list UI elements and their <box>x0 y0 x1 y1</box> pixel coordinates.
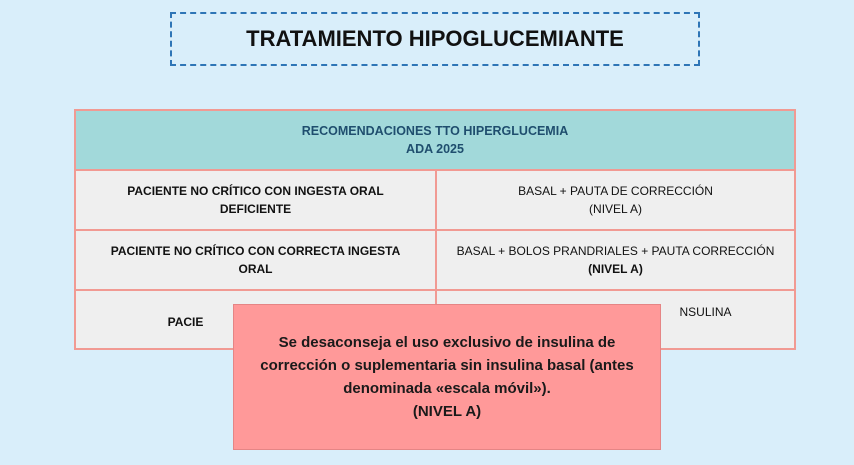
row-condition-text: PACIENTE NO CRÍTICO CON INGESTA ORAL DEFICIENTE <box>127 184 384 216</box>
page-title-text: TRATAMIENTO HIPOGLUCEMIANTE <box>246 26 624 51</box>
warning-line: denominada «escala móvil»). <box>343 380 551 397</box>
row-evidence-level: (NIVEL A) <box>589 202 642 216</box>
row-recommendation-text: BASAL + BOLOS PRANDRIALES + PAUTA CORRECCIÓN <box>456 244 775 258</box>
table-row <box>76 171 794 231</box>
row-recommendation-cell <box>437 231 794 289</box>
table-header-title: RECOMENDACIONES TTO HIPERGLUCEMIA <box>301 124 569 138</box>
row-recommendation-text: BASAL + PAUTA DE CORRECCIÓN <box>518 184 713 198</box>
row-recommendation-text: NSULINA <box>679 305 732 319</box>
row-condition-cell <box>76 171 437 229</box>
row-condition-cell <box>76 231 437 289</box>
warning-evidence-level: (NIVEL A) <box>412 403 482 420</box>
row-evidence-level: (NIVEL A) <box>588 262 643 276</box>
table-header <box>76 111 794 171</box>
warning-line: Se desaconseja el uso exclusivo de insulina de <box>278 334 616 351</box>
page-title <box>170 12 700 66</box>
warning-line: corrección o suplementaria sin insulina basal (antes <box>260 357 634 374</box>
warning-callout <box>233 304 661 450</box>
row-condition-text: PACIE <box>167 315 204 329</box>
row-condition-text: PACIENTE NO CRÍTICO CON CORRECTA INGESTA ORAL <box>110 244 401 276</box>
row-recommendation-cell <box>437 171 794 229</box>
table-header-subtitle: ADA 2025 <box>406 142 464 156</box>
table-row <box>76 231 794 291</box>
